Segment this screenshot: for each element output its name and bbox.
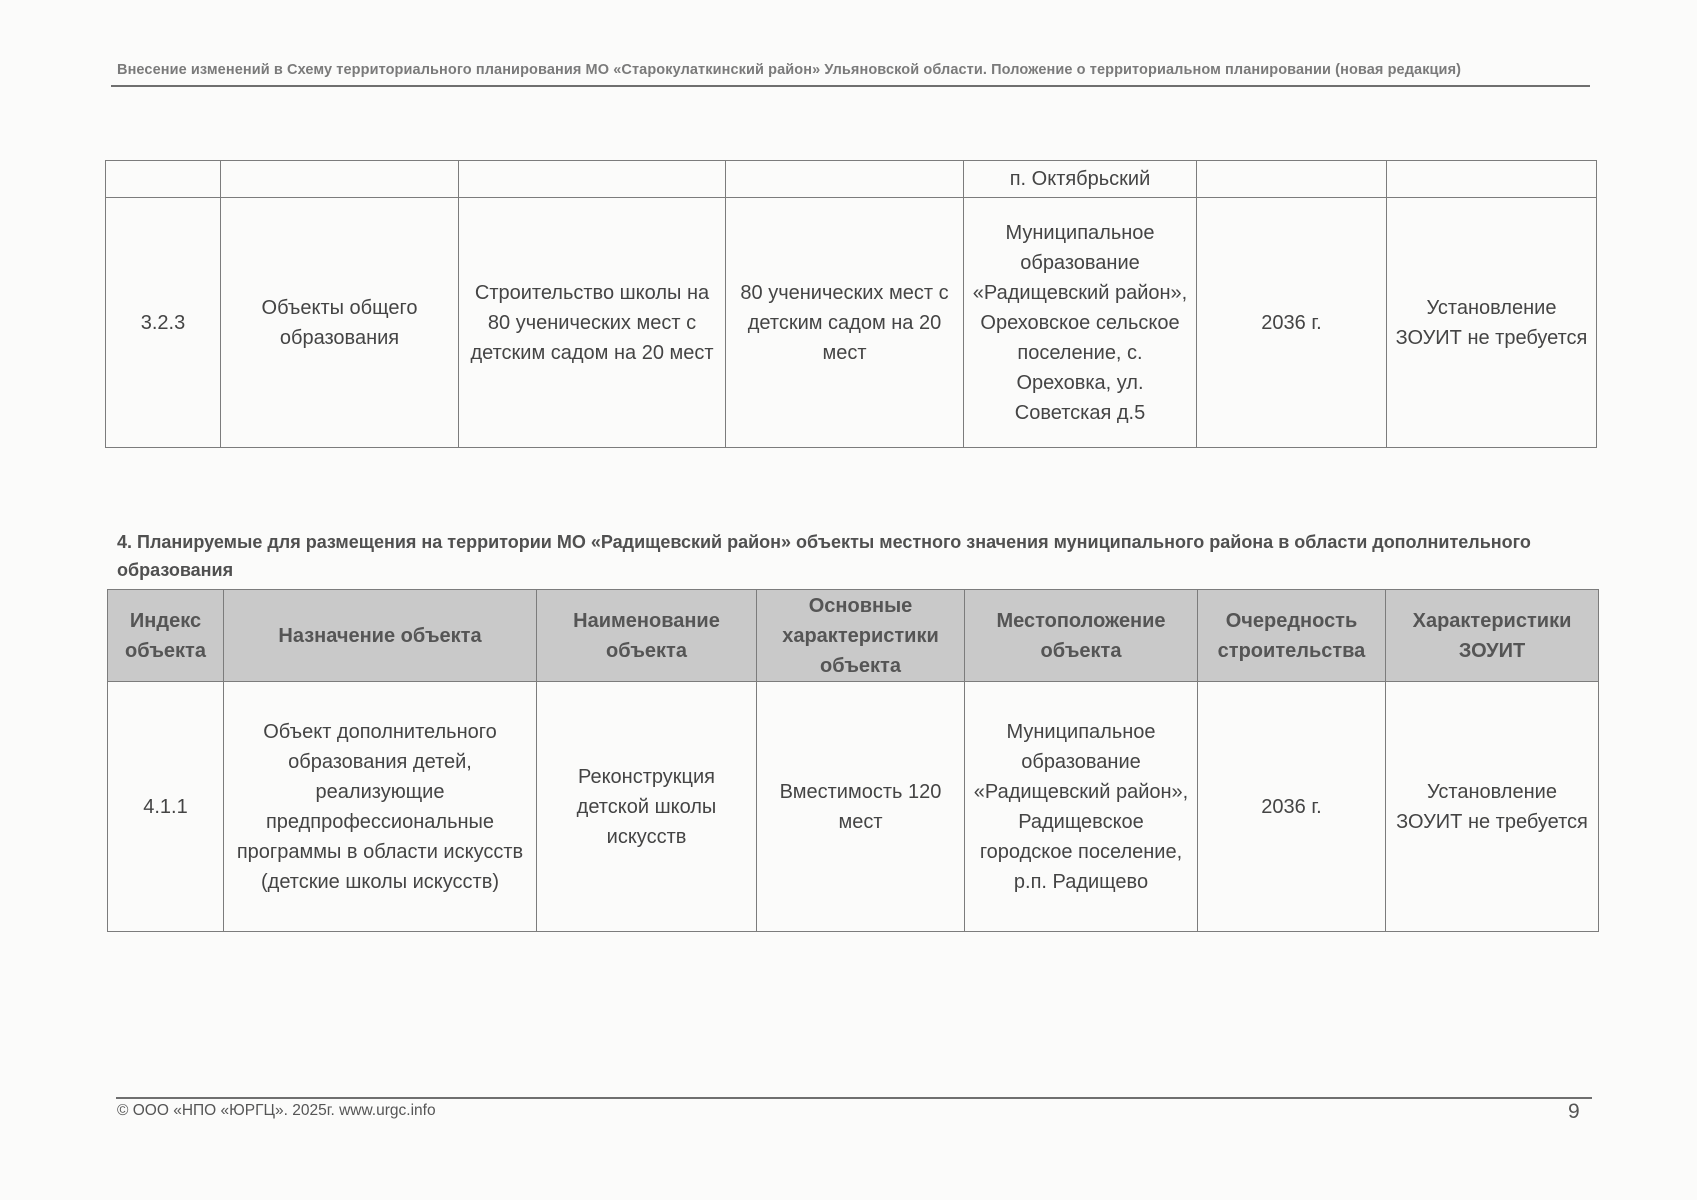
- location-cell: Муниципальное образование «Радищевский район», Радищевское городское поселение, р.п. Радищево: [965, 682, 1198, 932]
- zouit-cell: Установление ЗОУИТ не требуется: [1386, 682, 1599, 932]
- index-cell: 3.2.3: [106, 198, 221, 448]
- characteristics-cell: 80 ученических мест с детским садом на 20 мест: [726, 198, 964, 448]
- table-header-row: [108, 590, 1599, 682]
- table-cell: [106, 161, 221, 198]
- location-cell: Муниципальное образование «Радищевский район», Ореховское сельское поселение, с. Ореховка, ул. Советская д.5: [964, 198, 1197, 448]
- column-header: Индекс объекта: [108, 590, 224, 682]
- table-row: [106, 161, 1597, 198]
- queue-cell: 2036 г.: [1197, 198, 1387, 448]
- table-row: [106, 198, 1597, 448]
- table-cell: [1197, 161, 1387, 198]
- column-header: Характеристики ЗОУИТ: [1386, 590, 1599, 682]
- zouit-cell: Установление ЗОУИТ не требуется: [1387, 198, 1597, 448]
- table-cell: [726, 161, 964, 198]
- column-header: Наименование объекта: [537, 590, 757, 682]
- column-header: Назначение объекта: [224, 590, 537, 682]
- table-row: [108, 682, 1599, 932]
- additional-education-objects-table: [107, 589, 1599, 932]
- column-header: Местоположение объекта: [965, 590, 1198, 682]
- column-header: Очередность строительства: [1198, 590, 1386, 682]
- header-rule: [111, 85, 1590, 87]
- table-cell: [459, 161, 726, 198]
- table-cell: [221, 161, 459, 198]
- queue-cell: 2036 г.: [1198, 682, 1386, 932]
- column-header: Основные характеристики объекта: [757, 590, 965, 682]
- running-header: Внесение изменений в Схему территориального планирования МО «Старокулаткинский район» Ульяновской области. Положение о территориальном планировании (новая редакция): [117, 62, 1462, 78]
- objects-table-continuation: [105, 160, 1597, 448]
- location-cell: п. Октябрьский: [964, 161, 1197, 198]
- purpose-cell: Объекты общего образования: [221, 198, 459, 448]
- page-number: 9: [1568, 1100, 1580, 1123]
- table-cell: [1387, 161, 1597, 198]
- footer-rule: [116, 1097, 1592, 1099]
- name-cell: Строительство школы на 80 ученических мест с детским садом на 20 мест: [459, 198, 726, 448]
- purpose-cell: Объект дополнительного образования детей, реализующие предпрофессиональные программы в области искусств (детские школы искусств): [224, 682, 537, 932]
- name-cell: Реконструкция детской школы искусств: [537, 682, 757, 932]
- index-cell: 4.1.1: [108, 682, 224, 932]
- section-4-heading: 4. Планируемые для размещения на территории МО «Радищевский район» объекты местного значения муниципального района в области дополнительного образования: [117, 532, 1531, 580]
- footer-copyright: © ООО «НПО «ЮРГЦ». 2025г. www.urgc.info: [117, 1102, 436, 1119]
- characteristics-cell: Вместимость 120 мест: [757, 682, 965, 932]
